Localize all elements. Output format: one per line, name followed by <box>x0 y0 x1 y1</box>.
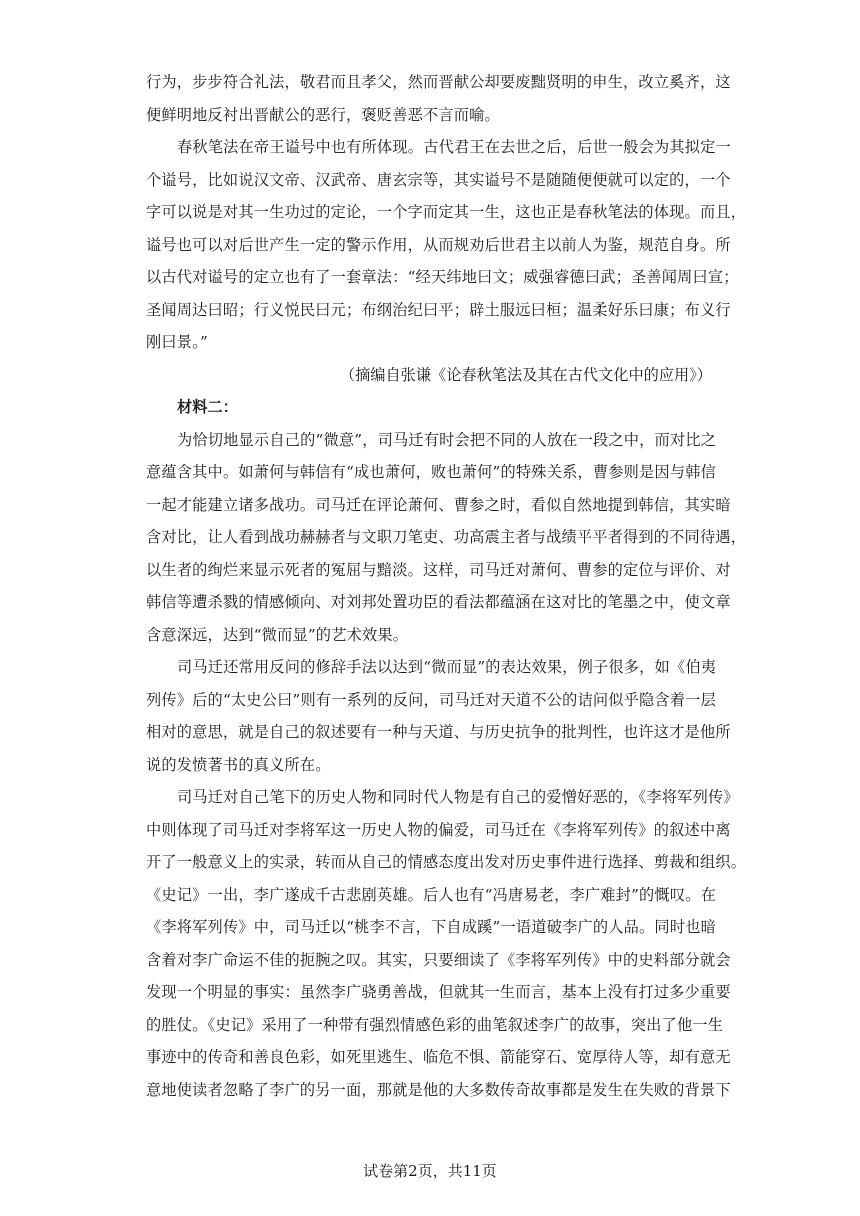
text-line: 的胜仗。《史记》采用了一种带有强烈情感色彩的曲笔叙述李广的故事，突出了他一生 <box>146 1015 724 1034</box>
section-heading: 材料二： <box>177 398 238 416</box>
text-line: 个谥号，比如说汉文帝、汉武帝、唐玄宗等，其实谥号不是随随便便就可以定的，一个 <box>146 170 731 189</box>
text-line: 含意深远，达到“微而显”的艺术效果。 <box>146 625 409 644</box>
text-line: 韩信等遭杀戮的情感倾向、对刘邦处置功臣的看法都蕴涵在这对比的笔墨之中，使文章 <box>146 593 731 611</box>
text-line: 圣闻周达曰昭；行义悦民曰元；布纲治纪曰平；辟土服远曰桓；温柔好乐曰康；布义行 <box>146 300 731 319</box>
text-line: 一起才能建立诸多战功。司马迁在评论萧何、曹参之时，看似自然地提到韩信，其实暗 <box>146 495 731 514</box>
text-line: 为恰切地显示自己的“微意”，司马迁有时会把不同的人放在一段之中，而对比之 <box>177 430 717 449</box>
text-line: 含着对李广命运不佳的扼腕之叹。其实，只要细读了《李将军列传》中的史料部分就会 <box>146 950 731 969</box>
paragraph <box>146 131 747 359</box>
text-line: 司马迁对自己笔下的历史人物和同时代人物是有自己的爱憎好恶的，《李将军列传》 <box>177 788 739 806</box>
text-line: 中则体现了司马迁对李将军这一历史人物的偏爱，司马迁在《李将军列传》的叙述中离 <box>146 820 731 839</box>
text-line: 开了一般意义上的实录，转而从自己的情感态度出发对历史事件进行选择、剪裁和组织。 <box>146 853 747 871</box>
text-line: 便鲜明地反衬出晋献公的恶行，褒贬善恶不言而喻。 <box>146 105 500 124</box>
text-line: 《李将军列传》中，司马迁以“桃李不言，下自成蹊”一语道破李广的人品。同时也暗 <box>146 918 716 936</box>
text-line: 刚曰景。” <box>146 333 208 351</box>
paragraph <box>146 651 731 781</box>
text-line: 意地使读者忽略了李广的另一面，那就是他的大多数传奇故事都是发生在失败的背景下 <box>146 1080 731 1099</box>
text-line: 以生者的绚烂来显示死者的冤屈与黯淡。这样，司马迁对萧何、曹参的定位与评价、对 <box>146 560 731 579</box>
text-line: 以古代对谥号的定立也有了一套章法：“经天纬地曰文；威强睿德曰武；圣善闻周曰宣； <box>146 268 739 286</box>
text-line: 谥号也可以对后世产生一定的警示作用，从而规劝后世君主以前人为鉴，规范自身。所 <box>146 235 731 254</box>
text-line: 字可以说是对其一生功过的定论，一个字而定其一生，这也正是春秋笔法的体现。而且， <box>146 203 747 221</box>
text-line: 列传》后的“太史公曰”则有一系列的反问，司马迁对天道不公的诘问似乎隐含着一层 <box>146 690 716 709</box>
text-line: 《史记》一出，李广遂成千古悲剧英雄。后人也有“冯唐易老，李广难封”的慨叹。在 <box>146 885 716 904</box>
text-line: 春秋笔法在帝王谥号中也有所体现。古代君王在去世之后，后世一般会为其拟定一 <box>177 138 731 156</box>
source-citation: （摘编自张谦《论春秋笔法及其在古代文化中的应用》） <box>339 365 712 384</box>
text-line: 发现一个明显的事实：虽然李广骁勇善战，但就其一生而言，基本上没有打过多少重要 <box>146 983 731 1001</box>
page-footer: 试卷第2页，共11页 <box>363 1162 497 1180</box>
document-body <box>146 66 747 1106</box>
paragraph <box>146 424 747 652</box>
paragraph <box>146 66 731 131</box>
text-line: 意蕴含其中。如萧何与韩信有“成也萧何，败也萧何”的特殊关系，曹参则是因与韩信 <box>146 463 716 481</box>
text-line: 行为，步步符合礼法，敬君而且孝父，然而晋献公却要废黜贤明的申生，改立奚齐，这 <box>146 73 731 91</box>
paragraph <box>146 781 747 1106</box>
text-line: 司马迁还常用反问的修辞手法以达到“微而显”的表达效果，例子很多，如《伯夷 <box>177 658 717 676</box>
text-line: 含对比，让人看到战功赫赫者与文职刀笔吏、功高震主者与战绩平平者得到的不同待遇， <box>146 528 747 546</box>
text-line: 相对的意思，就是自己的叙述要有一种与天道、与历史抗争的批判性，也许这才是他所 <box>146 723 731 741</box>
text-line: 事迹中的传奇和善良色彩，如死里逃生、临危不惧、箭能穿石、宽厚待人等，却有意无 <box>146 1048 731 1066</box>
text-line: 说的发愤著书的真义所在。 <box>146 755 331 774</box>
